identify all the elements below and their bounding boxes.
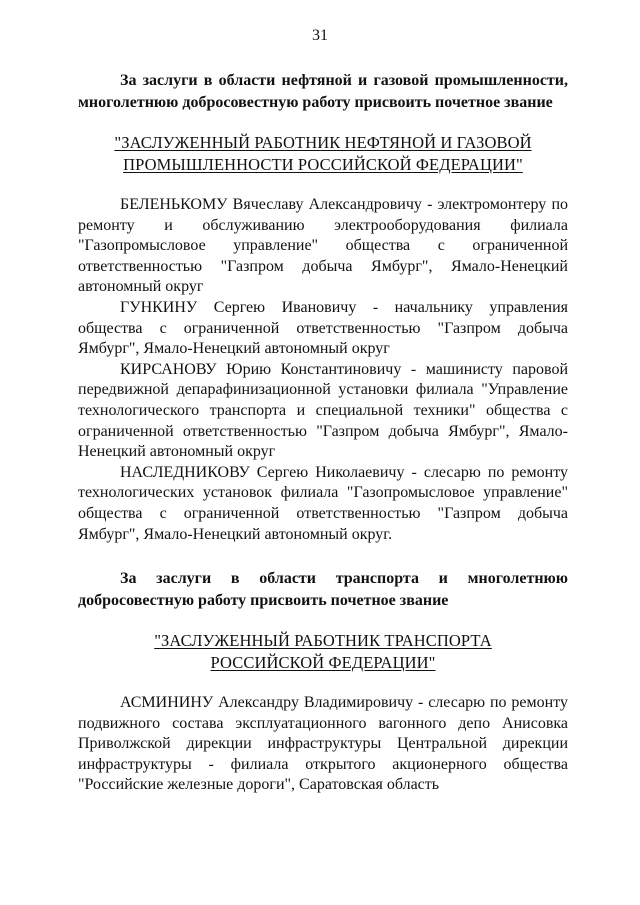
awardee-entry: НАСЛЕДНИКОВУ Сергею Николаевичу - слесарю по ремонту технологических установок филиала "Газопромысловое управление" общества с ограниченной ответственностью "Газпром добыча Ямбург", Ямало-Ненецкий автономный округ. bbox=[78, 463, 568, 543]
honorary-title-line-2: ПРОМЫШЛЕННОСТИ РОССИЙСКОЙ ФЕДЕРАЦИИ" bbox=[123, 155, 523, 174]
awardee-entry: БЕЛЕНЬКОМУ Вячеславу Александровичу - электромонтеру по ремонту и обслуживанию электрооборудования филиала "Газопромысловое управление" общества с ограниченной ответственностью "Газпром добыча Ямбург", Ямало-Ненецкий автономный округ bbox=[78, 196, 568, 296]
awardee-entry: КИРСАНОВУ Юрию Константиновичу - машинисту паровой передвижной депарафинизационной установки филиала "Управление технологического транспорта и специальной техники" общества с ограниченной ответственностью "Газпром добыча Ямбург", Ямало-Ненецкий автономный округ bbox=[78, 360, 568, 461]
award-section-oil-gas bbox=[78, 70, 568, 796]
page-number: 31 bbox=[312, 27, 328, 44]
honorary-title-line-2: РОССИЙСКОЙ ФЕДЕРАЦИИ" bbox=[210, 653, 436, 673]
section-heading: За заслуги в области нефтяной и газовой промышленности, многолетнюю добросовестную работу присвоить почетное звание bbox=[78, 72, 568, 111]
honorary-title-line-1: "ЗАСЛУЖЕННЫЙ РАБОТНИК НЕФТЯНОЙ И ГАЗОВОЙ bbox=[114, 133, 532, 152]
award-section-transport bbox=[78, 568, 568, 796]
awardee-entry: ГУНКИНУ Сергею Ивановичу - начальнику управления общества с ограниченной ответственностью "Газпром добыча Ямбург", Ямало-Ненецкий автономный округ bbox=[78, 298, 568, 358]
section-heading: За заслуги в области транспорта и многолетнюю добросовестную работу присвоить почетное звание bbox=[78, 570, 568, 610]
honorary-title-line-1: "ЗАСЛУЖЕННЫЙ РАБОТНИК ТРАНСПОРТА bbox=[154, 631, 492, 651]
awardee-entry: АСМИНИНУ Александру Владимировичу - слесарю по ремонту подвижного состава эксплуатационного вагонного депо Анисовка Приволжской дирекции инфраструктуры Центральной дирекции инфраструктуры - филиала открытого акционерного общества "Российские железные дороги", Саратовская область bbox=[78, 694, 568, 794]
